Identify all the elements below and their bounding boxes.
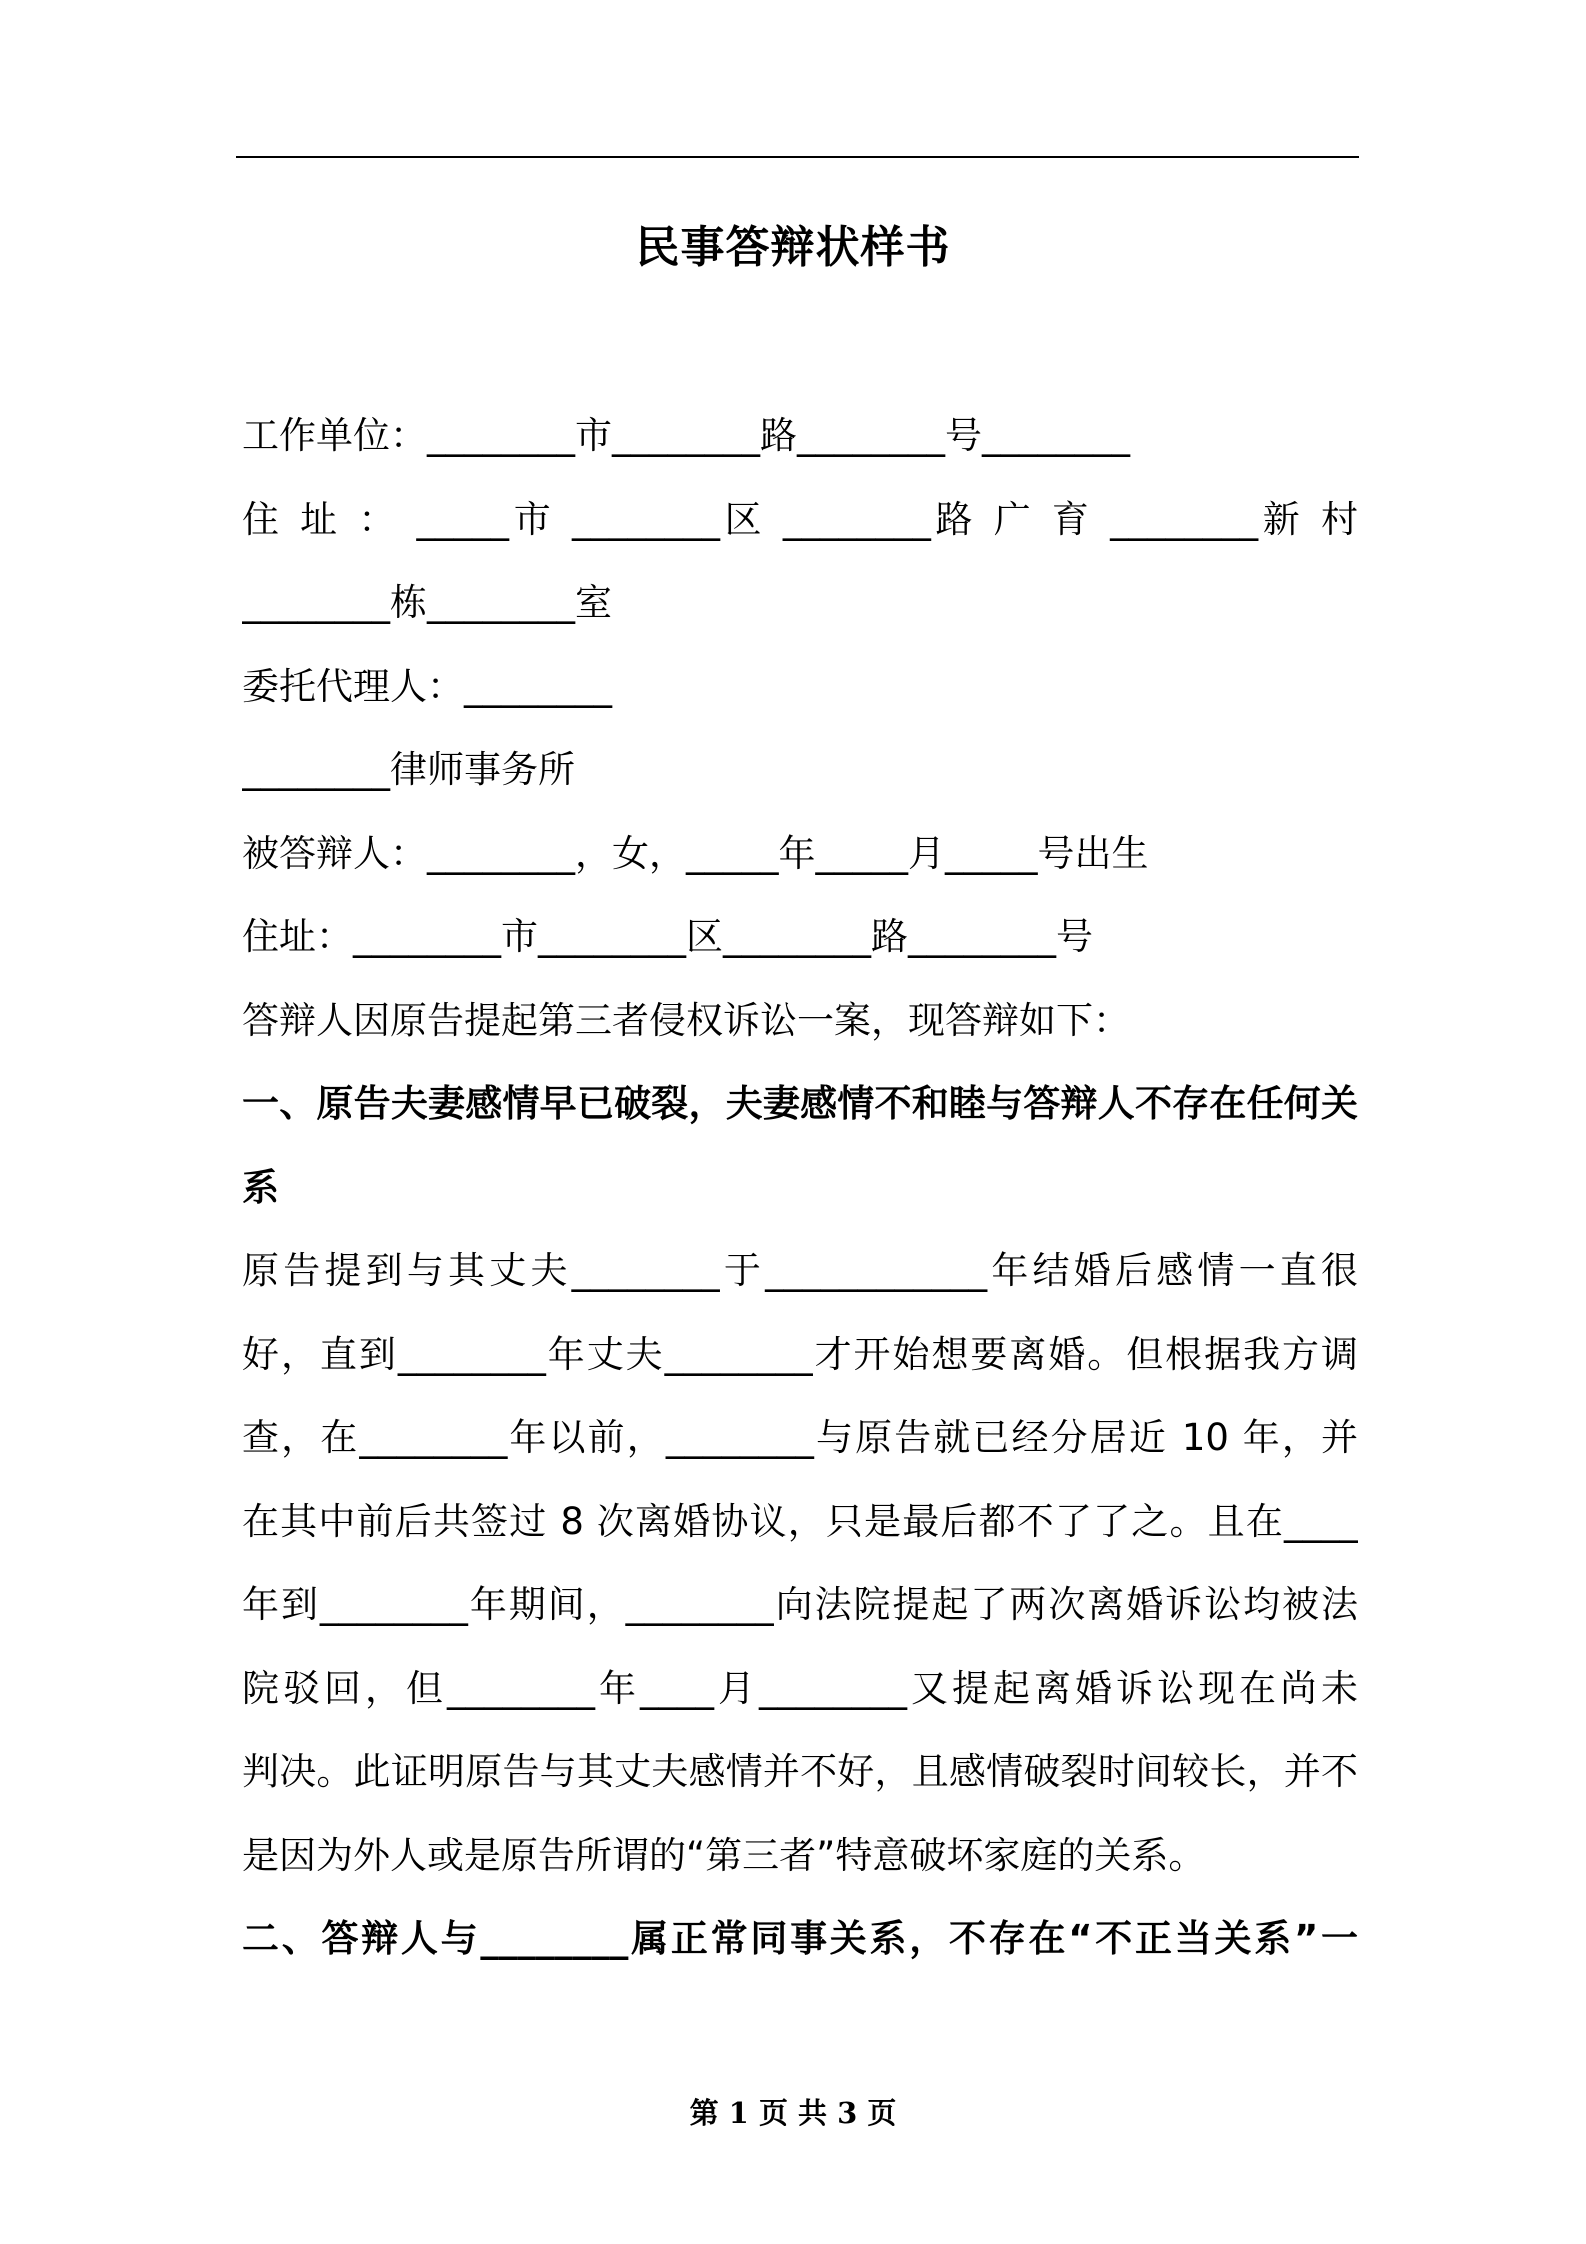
- section-one-heading-continued: 系: [242, 1166, 279, 1209]
- body-line: 查，在________年以前，________与原告就已经分居近 10 年，并: [242, 1416, 1358, 1459]
- body-line: 原告提到与其丈夫________于____________年结婚后感情一直很: [242, 1249, 1358, 1292]
- respondent-address-line: 住址：________市________区________路________号: [242, 915, 1093, 958]
- body-line: 在其中前后共签过 8 次离婚协议，只是最后都不了了之。且在____: [242, 1500, 1358, 1543]
- body-line: 判决。此证明原告与其丈夫感情并不好，且感情破裂时间较长，并不: [242, 1750, 1358, 1793]
- agent-line: 委托代理人：________: [242, 665, 612, 708]
- body-line: 院驳回，但________年____月________又提起离婚诉讼现在尚未: [242, 1667, 1358, 1710]
- work-unit-line: 工作单位：________市________路________号________: [242, 414, 1130, 457]
- law-firm-line: ________律师事务所: [242, 748, 575, 791]
- respondent-line: 被答辩人：________，女，_____年_____月_____号出生: [242, 832, 1149, 875]
- page-number: 第 1 页 共 3 页: [689, 2096, 897, 2130]
- section-two-heading: 二、答辩人与________属正常同事关系，不存在“不正当关系”一: [242, 1917, 1358, 1960]
- body-line: 是因为外人或是原告所谓的“第三者”特意破坏家庭的关系。: [242, 1834, 1206, 1877]
- header-rule: [236, 156, 1359, 158]
- body-line: 年到________年期间，________向法院提起了两次离婚诉讼均被法: [242, 1583, 1358, 1626]
- address-line: 住 址 ： _____市 ________区 ________路 广 育 ________新 村: [242, 498, 1358, 541]
- address-line-continued: ________栋________室: [242, 581, 612, 624]
- intro-line: 答辩人因原告提起第三者侵权诉讼一案，现答辩如下：: [242, 999, 1130, 1042]
- document-title: 民事答辩状样书: [635, 222, 951, 273]
- section-one-heading: 一、原告夫妻感情早已破裂，夫妻感情不和睦与答辩人不存在任何关: [242, 1082, 1358, 1125]
- body-line: 好，直到________年丈夫________才开始想要离婚。但根据我方调: [242, 1333, 1358, 1376]
